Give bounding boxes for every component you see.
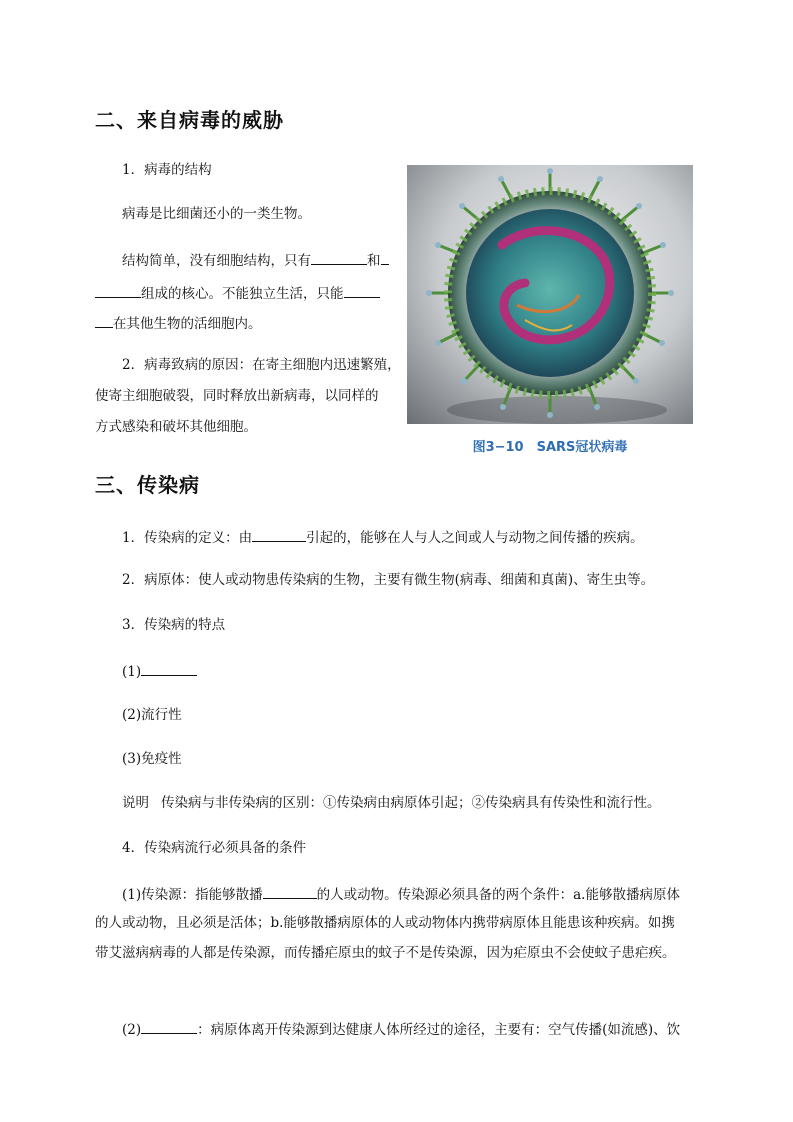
sars-coronavirus-illustration	[407, 165, 693, 424]
fill-blank-3a[interactable]	[344, 283, 380, 298]
note-text: 传染病与非传染病的区别：①传染病由病原体引起；②传染病具有传染性和流行性。	[161, 795, 661, 811]
note-label: 说明	[122, 795, 149, 811]
virus-structure-text: 和	[367, 253, 381, 269]
section-heading-infectious: 三、传染病	[95, 473, 200, 497]
fill-blank-5[interactable]	[141, 661, 197, 676]
virus-structure-line2	[122, 250, 389, 270]
feature-3: (3)免疫性	[122, 751, 182, 767]
note	[122, 794, 661, 812]
figure-caption: 图3−10 SARS冠状病毒	[472, 440, 628, 455]
condition-1-line3: 带艾滋病病毒的人都是传染源，而传播疟原虫的蚊子不是传染源，因为疟原虫不会使蚊子患疟疾。	[95, 945, 676, 961]
virus-structure-text: 组成的核心。不能独立生活，只能	[141, 286, 344, 302]
features-title: 3．传染病的特点	[122, 617, 226, 633]
fill-blank-4[interactable]	[252, 527, 306, 542]
virus-cause-line1: 2．病毒致病的原因：在寄主细胞内迅速繁殖，	[122, 357, 401, 373]
fill-blank-1[interactable]	[311, 250, 367, 265]
feature-1	[122, 661, 197, 681]
condition-2-line1	[122, 1019, 680, 1039]
fill-blank-2b[interactable]	[95, 283, 141, 298]
virus-structure-text: 结构简单，没有细胞结构，只有	[122, 253, 311, 269]
feature-number: (1)	[122, 664, 142, 680]
virus-structure-text: 在其他生物的活细胞内。	[113, 316, 262, 332]
fill-blank-7[interactable]	[141, 1019, 197, 1034]
condition-1-line1	[122, 884, 680, 904]
section-heading-virus: 二、来自病毒的威胁	[95, 108, 284, 132]
fill-blank-2a[interactable]	[381, 250, 389, 265]
conditions-title: 4．传染病流行必须具备的条件	[122, 840, 307, 856]
virus-structure-line4	[95, 313, 262, 333]
virus-cause-line2: 使寄主细胞破裂，同时释放出新病毒，以同样的	[95, 388, 379, 404]
infectious-definition	[122, 527, 644, 547]
feature-2: (2)流行性	[122, 707, 182, 723]
fill-blank-3b[interactable]	[95, 313, 113, 328]
fill-blank-6[interactable]	[263, 884, 317, 899]
virus-structure-line1: 病毒是比细菌还小的一类生物。	[122, 206, 311, 222]
pathogen-definition: 2．病原体：使人或动物患传染病的生物，主要有微生物(病毒、细菌和真菌)、寄生虫等。	[122, 572, 655, 588]
condition-number: (2)	[122, 1022, 142, 1038]
virus-structure-line3	[95, 283, 380, 303]
condition-text: ：病原体离开传染源到达健康人体所经过的途径，主要有：空气传播(如流感)、饮	[197, 1022, 681, 1038]
virus-cause-line3: 方式感染和破坏其他细胞。	[95, 419, 257, 435]
definition-text: 1．传染病的定义：由	[122, 530, 253, 546]
definition-text: 引起的，能够在人与人之间或人与动物之间传播的疾病。	[306, 530, 644, 546]
virus-structure-title: 1．病毒的结构	[122, 162, 212, 178]
condition-text: (1)传染源：指能够散播	[122, 887, 263, 903]
condition-text: 的人或动物。传染源必须具备的两个条件：a.能够散播病原体	[316, 887, 680, 903]
condition-1-line2: 的人或动物，且必须是活体；b.能够散播病原体的人或动物体内携带病原体且能患该种疾病。如携	[95, 915, 675, 931]
